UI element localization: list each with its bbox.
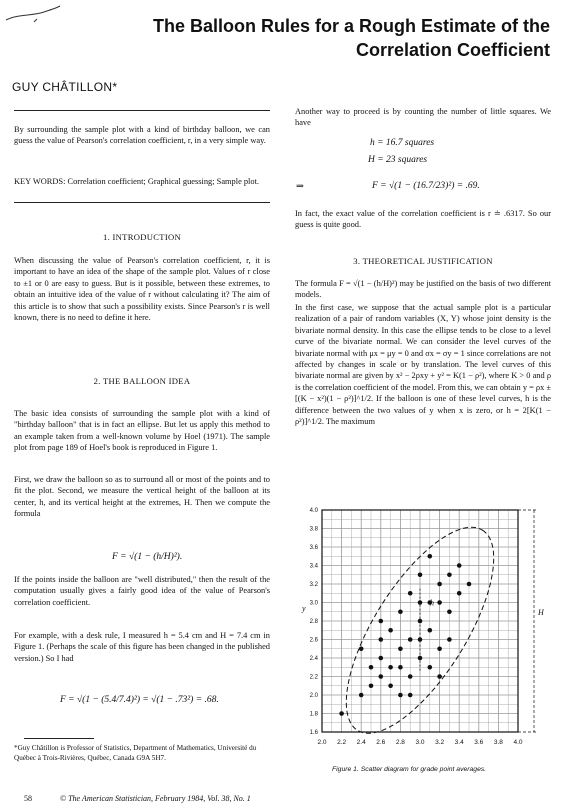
data-point [369, 665, 374, 670]
y-tick-label: 3.8 [309, 526, 318, 533]
data-point [398, 646, 403, 651]
journal-citation: © The American Statistician, February 1984, Vol. 38, No. 1 [60, 794, 251, 803]
data-point [408, 637, 413, 642]
page-number: 58 [24, 794, 32, 803]
paragraph: Another way to proceed is by counting the number of little squares. We have [295, 107, 551, 128]
equation-H: H = 23 squares [368, 155, 428, 165]
data-point [437, 582, 442, 587]
equation-h: h = 16.7 squares [370, 138, 435, 148]
implies-symbol: ⇒ [296, 182, 304, 192]
data-point [418, 572, 423, 577]
footnote: *Guy Châtillon is Professor of Statistics, Department of Mathematics, Université du Québec à Trois-Rivières, Québec, Canada G9A 5H7. [14, 744, 257, 762]
figure-caption: Figure 1. Scatter diagram for grade point averages. [332, 766, 487, 773]
paragraph: When discussing the value of Pearson's correlation coefficient, r, it is important to have an idea of the shape of the sample plot. Values of r close to ±1 or 0 are easy to guess. But is it possible, between these extremes, to obtain an intuitive idea of the value of r without calculating it? The aim of this article is to show that such a possibility exists. Since Pearson's r is well known, there is no need to define it here. [14, 256, 270, 323]
paragraph: The basic idea consists of surrounding the sample plot with a kind of "birthday balloon" that is in fact an ellipse. But let us apply this method to an example taken from a well-known volume by Hoel (1971). The sample plot from page 189 of Hoel's book is reproduced in Figure 1. [14, 409, 270, 453]
data-point [379, 674, 384, 679]
data-point [428, 554, 433, 559]
y-tick-label: 3.2 [309, 582, 318, 588]
x-tick-label: 3.0 [415, 739, 425, 746]
data-point [447, 637, 452, 642]
data-point [359, 646, 364, 651]
figure-1 [296, 502, 558, 756]
paragraph: The formula F = √(1 − (h/H)²) may be justified on the basis of two different models. [295, 279, 551, 300]
x-tick-label: 3.8 [493, 739, 503, 746]
paragraph: In the first case, we suppose that the actual sample plot is a particular realization of a pair of random variables (X, Y) whose joint density is the bivariate normal density. In this case the ellipse tends to be close to a level curve of the bivariate normal. We can consider the level curves of the bivariate normal with μx = μy = 0 and σx = σy = 1 since correlations are not affected by changes in scale or by translation. The level curves of this bivariate normal are given by x² − 2ρxy + y² = K(1 − ρ²), where K > 0 and ρ is the correlation coefficient of the model. From this, we can obtain y = ρx ± [(K − x²)(1 − ρ²)]^1/2. If the balloon is one of these level curves, h is the difference between the two values of y when x is zero, or h = 2[K(1 − ρ²)]^1/2. The maximum [295, 303, 551, 427]
data-point [388, 628, 393, 633]
divider [14, 202, 270, 203]
data-point [428, 628, 433, 633]
page-title: The Balloon Rules for a Rough Estimate of the Correlation Coefficient [152, 16, 550, 60]
data-point [437, 600, 442, 605]
data-point [398, 665, 403, 670]
x-tick-label: 3.4 [454, 739, 464, 746]
paragraph: For example, with a desk rule, I measured h = 5.4 cm and H = 7.4 cm in Figure 1. (Perhaps the scale of this figure has been changed in the published version.) So I had [14, 631, 270, 663]
x-tick-label: 2.8 [395, 739, 405, 746]
y-tick-label: 2.8 [309, 619, 318, 625]
equation-F: F = √(1 − (16.7/23)²) = .69. [372, 181, 480, 191]
x-tick-label: 3.6 [474, 739, 484, 746]
data-point [398, 609, 403, 614]
data-point [408, 693, 413, 698]
data-point [369, 683, 374, 688]
data-point [379, 637, 384, 642]
data-point [467, 582, 472, 587]
data-point [379, 656, 384, 661]
author: GUY CHÂTILLON* [12, 80, 118, 94]
formula: F = √(1 − (5.4/7.4)²) = √(1 − .73²) = .68. [60, 695, 219, 705]
abstract: By surrounding the sample plot with a kind of birthday balloon, we can guess the value of Pearson's correlation coefficient, r, in a very simple way. [14, 125, 270, 146]
y-tick-label: 3.0 [309, 600, 318, 607]
data-point [359, 693, 364, 698]
H-label: H [538, 608, 544, 617]
x-tick-label: 2.2 [337, 739, 347, 746]
section-heading: 2. THE BALLOON IDEA [93, 376, 191, 386]
footnote-rule [24, 738, 94, 739]
paragraph: In fact, the exact value of the correlation coefficient is r ≐ .6317. So our guess is quite good. [295, 209, 551, 230]
data-point [447, 572, 452, 577]
y-tick-label: 3.4 [309, 563, 318, 570]
data-point [379, 619, 384, 624]
x-tick-label: 4.0 [513, 739, 523, 746]
y-tick-label: 2.4 [309, 656, 318, 662]
data-point [339, 711, 344, 716]
y-tick-label: 1.8 [309, 711, 318, 718]
x-tick-label: 2.0 [317, 739, 327, 746]
y-tick-label: 2.2 [309, 674, 318, 681]
h-label: h [430, 598, 434, 608]
data-point [408, 674, 413, 679]
footer [24, 794, 251, 803]
pen-mark [4, 4, 64, 26]
y-tick-label: 1.6 [309, 730, 318, 736]
x-tick-label: 2.4 [356, 739, 366, 746]
keywords: KEY WORDS: Correlation coefficient; Graphical guessing; Sample plot. [14, 177, 259, 186]
formula: F = √(1 − (h/H)²). [112, 552, 183, 562]
data-point [428, 665, 433, 670]
section-heading: 3. THEORETICAL JUSTIFICATION [353, 256, 493, 266]
section-heading: 1. INTRODUCTION [102, 232, 182, 242]
data-point [388, 683, 393, 688]
y-tick-label: 2.0 [309, 693, 318, 699]
data-point [398, 693, 403, 698]
scatter-plot [296, 502, 558, 756]
x-tick-label: 2.6 [376, 739, 386, 746]
data-point [457, 591, 462, 596]
paragraph: If the points inside the balloon are "well distributed," then the result of the computation usually gives a fairly good idea of the value of Pearson's correlation coefficient. [14, 575, 270, 607]
divider [14, 110, 270, 111]
y-tick-label: 2.6 [309, 637, 318, 644]
x-tick-label: 3.2 [435, 739, 445, 746]
y-axis-label: y [302, 604, 306, 613]
data-point [437, 674, 442, 679]
data-point [408, 591, 413, 596]
data-point [437, 646, 442, 651]
y-tick-label: 4.0 [309, 508, 318, 514]
data-point [447, 609, 452, 614]
data-point [388, 665, 393, 670]
data-point [457, 563, 462, 568]
y-tick-label: 3.6 [309, 545, 318, 551]
paragraph: First, we draw the balloon so as to surround all or most of the points and to fit the plot. Second, we measure the vertical height of the balloon at its center, h, and its vertical height at the extremes, H. Then we compute the formula [14, 475, 270, 519]
